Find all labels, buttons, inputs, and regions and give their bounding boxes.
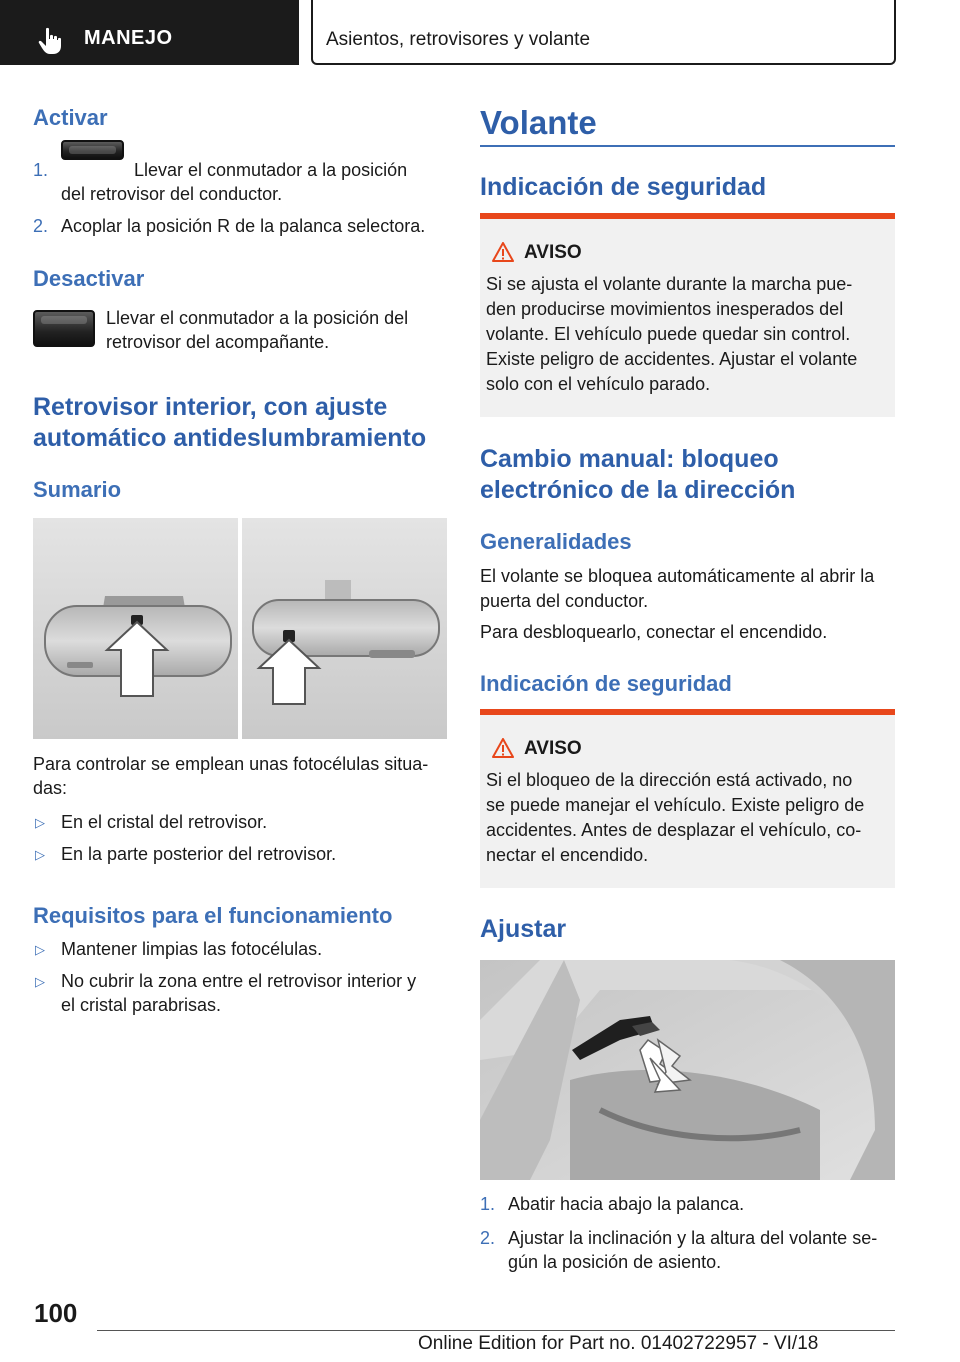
warning-text: volante. El vehículo puede quedar sin control.: [486, 324, 851, 344]
sumario-text: das:: [33, 778, 68, 798]
heading-cambio-manual: Cambio manual: bloqueo electrónico de la dirección: [480, 445, 796, 504]
footer-edition: Online Edition for Part no. 01402722957 - VI/18: [418, 1333, 819, 1354]
list-item: Mantener limpias las fotocélulas.: [61, 939, 323, 959]
mirror-switch-passenger-image: [33, 310, 95, 347]
warning-box: [480, 213, 895, 417]
page-number: 100: [34, 1298, 78, 1328]
warning-title: AVISO: [524, 738, 582, 759]
steering-lever-photo: [480, 960, 895, 1180]
step-text: Abatir hacia abajo la palanca.: [508, 1194, 745, 1214]
list-item: En la parte posterior del retrovisor.: [61, 844, 337, 864]
generalidades-text: Para desbloquearlo, conectar el encendido.: [480, 622, 828, 642]
step-text: Ajustar la inclinación y la altura del volante se-: [508, 1228, 878, 1248]
heading-activar: Activar: [33, 105, 108, 130]
heading-seguridad-1: Indicación de seguridad: [480, 173, 767, 201]
step-number: 2.: [480, 1228, 496, 1248]
step-number: 1.: [33, 160, 49, 180]
bullet-triangle-icon: ▷: [35, 942, 45, 957]
footer-rule: [97, 1330, 895, 1331]
bullet-triangle-icon: ▷: [35, 974, 45, 989]
list-item: el cristal parabrisas.: [61, 995, 222, 1015]
rear-mirror-photo: [33, 518, 447, 739]
warning-triangle-icon: [492, 738, 514, 758]
heading-generalidades: Generalidades: [480, 529, 632, 554]
step-number: 2.: [33, 216, 49, 236]
hand-pointer-icon: [38, 27, 64, 55]
warning-text: se puede manejar el vehículo. Existe peligro de: [486, 795, 865, 815]
step-text: Llevar el conmutador a la posición: [134, 160, 408, 180]
heading-sumario: Sumario: [33, 477, 122, 502]
heading-ajustar: Ajustar: [480, 915, 567, 943]
heading-seguridad-2: Indicación de seguridad: [480, 671, 732, 696]
bullet-triangle-icon: ▷: [35, 815, 45, 830]
warning-text: den producirse movimientos inesperados del: [486, 299, 844, 319]
desactivar-text: Llevar el conmutador a la posición del: [106, 308, 409, 328]
list-item: No cubrir la zona entre el retrovisor interior y: [61, 971, 417, 991]
generalidades-text: El volante se bloquea automáticamente al abrir la: [480, 566, 875, 586]
rear-mirror-illustration: [33, 518, 447, 739]
step-text: Acoplar la posición R de la palanca selectora.: [61, 216, 426, 236]
heading-rule: [480, 145, 895, 147]
sumario-text: Para controlar se emplean unas fotocélulas situa-: [33, 754, 429, 774]
warning-triangle-icon: [492, 242, 514, 262]
warning-text: Existe peligro de accidentes. Ajustar el volante: [486, 349, 858, 369]
heading-retrovisor: Retrovisor interior, con ajuste automático antideslumbramiento: [33, 393, 427, 452]
generalidades-text: puerta del conductor.: [480, 591, 649, 611]
steering-lever-illustration: [480, 960, 895, 1180]
warning-box: [480, 709, 895, 888]
section-label: MANEJO: [84, 27, 173, 49]
warning-text: accidentes. Antes de desplazar el vehículo, co-: [486, 820, 862, 840]
warning-text: Si el bloqueo de la dirección está activado, no: [486, 770, 853, 790]
heading-requisitos: Requisitos para el funcionamiento: [33, 903, 393, 928]
warning-text: solo con el vehículo parado.: [486, 374, 711, 394]
warning-text: nectar el encendido.: [486, 845, 649, 865]
mirror-switch-driver-image: [61, 140, 124, 160]
step-number: 1.: [480, 1194, 496, 1214]
chapter-title: Asientos, retrovisores y volante: [326, 29, 591, 50]
header-section-tab: [0, 0, 299, 65]
heading-desactivar: Desactivar: [33, 266, 145, 291]
desactivar-text: retrovisor del acompañante.: [106, 332, 330, 352]
list-item: En el cristal del retrovisor.: [61, 812, 268, 832]
warning-text: Si se ajusta el volante durante la marcha pue-: [486, 274, 853, 294]
warning-title: AVISO: [524, 242, 582, 263]
heading-volante: Volante: [480, 104, 597, 141]
step-text: del retrovisor del conductor.: [61, 184, 283, 204]
bullet-triangle-icon: ▷: [35, 847, 45, 862]
step-text: gún la posición de asiento.: [508, 1252, 722, 1272]
